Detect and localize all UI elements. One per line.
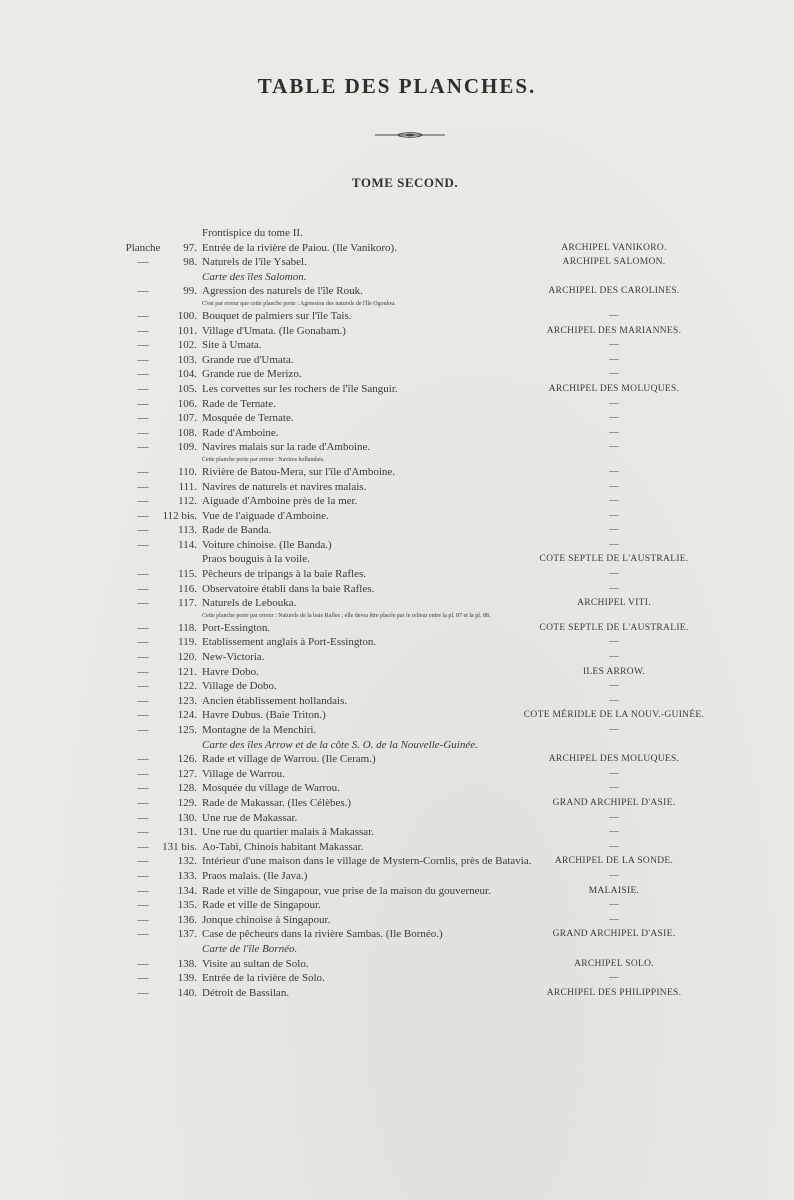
plate-prefix: — (137, 480, 149, 493)
plate-prefix: — (137, 928, 149, 941)
plate-prefix: — (137, 397, 149, 410)
region-label: — (609, 413, 619, 424)
plate-number: 110. (178, 465, 197, 478)
region-label: — (609, 427, 619, 438)
plate-title: Praos bouguis à la voile. (202, 553, 310, 566)
plate-number: 100. (177, 309, 197, 322)
plate-prefix: — (137, 465, 149, 478)
region-label: GRAND ARCHIPEL D'ASIE. (552, 797, 676, 808)
region-label: — (609, 525, 619, 536)
region-label: ARCHIPEL DES CAROLINES. (548, 286, 680, 297)
plate-number: 131. (177, 826, 197, 839)
plate-prefix: — (137, 972, 149, 985)
plate-prefix: — (137, 621, 149, 634)
plate-title: Rade d'Amboine. (202, 426, 279, 439)
region-label: ARCHIPEL DE LA SONDE. (554, 856, 674, 867)
list-item (0, 840, 794, 855)
plate-prefix: — (137, 869, 149, 882)
list-item (0, 494, 794, 509)
plate-number: 140. (177, 986, 197, 999)
plate-title: Les corvettes sur les rochers de l'île Sanguir. (202, 382, 398, 395)
plate-number: 112. (178, 495, 197, 508)
plate-title: Village de Dobo. (202, 680, 277, 693)
region-label: — (609, 725, 619, 735)
plate-prefix: — (137, 767, 149, 780)
plate-title: Agression des naturels de l'île Rouk. (202, 285, 363, 298)
region-label: — (609, 812, 619, 823)
plate-number: 117. (178, 597, 197, 610)
plate-prefix: — (137, 324, 149, 337)
plate-title: Pêcheurs de tripangs à la baie Rafles. (202, 568, 367, 581)
plate-prefix: — (137, 568, 149, 581)
plate-number: 104. (177, 368, 197, 381)
plate-number: 108. (177, 426, 197, 439)
plate-number: 121. (177, 665, 197, 678)
list-item (0, 582, 794, 597)
region-label: COTE MÉRIDLE DE LA NOUV.-GUINÉE. (523, 710, 705, 721)
plate-number: 105. (177, 382, 197, 395)
region-label: — (609, 637, 619, 648)
plate-prefix: — (137, 636, 149, 649)
list-item (0, 567, 794, 582)
plate-title: Navires de naturels et navires malais. (202, 480, 367, 493)
region-label: COTE SEPTLE DE L'AUSTRALIE. (539, 554, 689, 565)
plate-title: C'est par erreur que cette planche porte : Agression des naturels de l'île Ogoulou. (202, 300, 396, 307)
region-label: — (609, 681, 619, 692)
plate-prefix: — (137, 538, 149, 551)
plate-prefix: — (137, 309, 149, 322)
plates-list (0, 226, 794, 1000)
plate-title: Vue de l'aiguade d'Amboine. (202, 509, 329, 522)
plate-number: 122. (177, 680, 197, 693)
region-label: — (609, 583, 619, 594)
plate-prefix: — (137, 826, 149, 839)
list-item (0, 898, 794, 913)
list-item (0, 480, 794, 495)
region-label: — (609, 354, 619, 365)
plate-prefix: — (137, 796, 149, 809)
plate-number: 132. (177, 855, 197, 868)
erratum-note (0, 455, 794, 465)
plate-title: Aiguade d'Amboine près de la mer. (202, 495, 358, 508)
plate-number: 124. (177, 709, 197, 722)
plate-title: Navires malais sur la rade d'Amboine. (202, 441, 371, 454)
list-item (0, 621, 794, 636)
list-item (0, 426, 794, 441)
plate-prefix: — (137, 782, 149, 795)
plate-title: Havre Dobo. (202, 665, 259, 678)
plate-number: 109. (177, 441, 197, 454)
region-label: ARCHIPEL SALOMON. (562, 257, 666, 268)
plate-title: Site à Umata. (202, 339, 262, 352)
list-item (0, 226, 794, 241)
list-item (0, 927, 794, 942)
list-item (0, 679, 794, 694)
plate-title: Naturels de l'île Ysabel. (202, 256, 307, 269)
plate-number: 112 bis. (162, 509, 197, 522)
plate-prefix: — (137, 651, 149, 664)
list-item (0, 811, 794, 826)
list-item (0, 309, 794, 324)
list-item (0, 596, 794, 611)
map-caption: Carte de l'île Bornéo. (202, 942, 298, 955)
plate-number: 137. (177, 928, 197, 941)
region-label: — (609, 841, 619, 852)
plate-prefix: — (137, 582, 149, 595)
region-label: — (609, 652, 619, 663)
list-item (0, 752, 794, 767)
list-item (0, 338, 794, 353)
map-caption: Carte des îles Salomon. (202, 270, 307, 283)
plate-number: 115. (178, 568, 197, 581)
plate-title: Une rue du quartier malais à Makassar. (202, 826, 374, 839)
list-item (0, 650, 794, 665)
plate-prefix: — (137, 524, 149, 537)
plate-number: 128. (177, 782, 197, 795)
list-item (0, 411, 794, 426)
plate-title: Village d'Umata. (Ile Gonaham.) (202, 324, 346, 337)
erratum-note (0, 611, 794, 621)
region-label: — (609, 481, 619, 492)
plate-prefix: — (137, 709, 149, 722)
list-item (0, 353, 794, 368)
plate-title: Mosquée du village de Warrou. (202, 782, 340, 795)
plate-number: 129. (177, 796, 197, 809)
plate-title: Naturels de Lebouka. (202, 597, 297, 610)
plate-number: 120. (177, 651, 197, 664)
plate-number: 97. (183, 241, 197, 254)
plate-title: Cette planche porte par erreur : Navires hollandais. (202, 456, 325, 463)
region-label: COTE SEPTLE DE L'AUSTRALIE. (539, 622, 689, 633)
list-item (0, 884, 794, 899)
plate-title: Havre Dubus. (Baie Triton.) (202, 709, 326, 722)
plate-title: Observatoire établi dans la baie Rafles. (202, 582, 375, 595)
plate-prefix: — (137, 353, 149, 366)
plate-title: Jonque chinoise à Singapour. (202, 913, 331, 926)
plate-number: 106. (177, 397, 197, 410)
plate-number: 123. (177, 694, 197, 707)
list-item (0, 708, 794, 723)
region-label: — (609, 569, 619, 580)
plate-title: Rade et village de Warrou. (Ile Ceram.) (202, 753, 376, 766)
list-item (0, 665, 794, 680)
plate-title: Rade et ville de Singapour. (202, 899, 321, 912)
plate-number: 136. (177, 913, 197, 926)
plate-number: 116. (178, 582, 197, 595)
list-item (0, 324, 794, 339)
plate-title: Rivière de Batou-Mera, sur l'île d'Amboine. (202, 465, 396, 478)
region-label: — (609, 496, 619, 507)
plate-title: Ao-Tabi, Chinois habitant Makassar. (202, 840, 364, 853)
list-item (0, 635, 794, 650)
list-item (0, 397, 794, 412)
list-item (0, 367, 794, 382)
plate-number: 138. (177, 957, 197, 970)
region-label: ILES ARROW. (582, 666, 646, 677)
plate-title: Etablissement anglais à Port-Essington. (202, 636, 377, 649)
region-label: — (609, 398, 619, 409)
region-label: MALAISIE. (588, 885, 640, 896)
plate-number: 126. (177, 753, 197, 766)
plate-title: Une rue de Makassar. (202, 811, 298, 824)
plate-number: 139. (177, 972, 197, 985)
list-item (0, 538, 794, 553)
plate-number: 118. (178, 621, 197, 634)
region-label: — (609, 369, 619, 380)
list-item (0, 284, 794, 299)
plate-prefix: — (137, 441, 149, 454)
page-title: TABLE DES PLANCHES. (257, 74, 537, 98)
plate-number: 101. (177, 324, 197, 337)
list-item (0, 957, 794, 972)
plate-number: 125. (177, 724, 197, 736)
plate-title: Grande rue de Merizo. (202, 368, 302, 381)
plate-number: 114. (178, 538, 197, 551)
region-label: — (609, 768, 619, 779)
list-item (0, 738, 794, 753)
plate-prefix: — (137, 665, 149, 678)
region-label: ARCHIPEL SOLO. (574, 958, 654, 969)
plate-number: 111. (178, 480, 197, 493)
plate-prefix: — (137, 913, 149, 926)
list-item (0, 825, 794, 840)
plate-prefix: — (137, 495, 149, 508)
plate-number: 99. (183, 285, 197, 298)
region-label: — (609, 466, 619, 477)
plate-prefix: — (137, 426, 149, 439)
plate-prefix: — (137, 899, 149, 912)
region-label: — (609, 442, 619, 453)
region-label: — (609, 510, 619, 521)
plate-number: 134. (177, 884, 197, 897)
region-label: ARCHIPEL VITI. (577, 598, 651, 609)
plate-prefix: — (137, 285, 149, 298)
plate-title: Rade de Makassar. (Iles Célèbes.) (202, 796, 352, 809)
plate-number: 103. (177, 353, 197, 366)
plate-title: Cette planche porte par erreur : Naturels de la baie Rafles ; elle devra être placée par le relieur entre la pl. 87 et la pl. 88. (202, 612, 491, 619)
plate-prefix: — (137, 811, 149, 824)
region-label: — (609, 870, 619, 881)
list-item (0, 440, 794, 455)
list-item (0, 382, 794, 397)
plate-number: 98. (183, 256, 197, 269)
plate-prefix: — (137, 724, 149, 736)
plate-title: Port-Essington. (202, 621, 271, 634)
region-label: ARCHIPEL DES PHILIPPINES. (546, 987, 682, 998)
plate-prefix: — (137, 597, 149, 610)
plate-title: Rade de Banda. (202, 524, 272, 537)
list-item (0, 255, 794, 270)
plate-number: 131 bis. (162, 840, 197, 853)
region-label: — (609, 973, 619, 984)
plate-title: Montagne de la Menchiri. (202, 724, 317, 736)
plate-prefix: — (137, 509, 149, 522)
plate-title: Visite au sultan de Solo. (202, 957, 309, 970)
region-label: — (609, 310, 619, 321)
plate-number: 102. (177, 339, 197, 352)
region-label: — (609, 695, 619, 706)
plate-prefix: — (137, 680, 149, 693)
plate-title: Détroit de Bassilan. (202, 986, 290, 999)
plate-number: 130. (177, 811, 197, 824)
list-item (0, 523, 794, 538)
plate-prefix: — (137, 256, 149, 269)
plate-prefix: — (137, 382, 149, 395)
plate-title: Case de pêcheurs dans la rivière Sambas. (Ile Bornéo.) (202, 928, 443, 941)
plate-title: Bouquet de palmiers sur l'île Tais. (202, 309, 352, 322)
plate-prefix: — (137, 753, 149, 766)
ornament-divider-icon (375, 130, 445, 140)
plate-prefix: — (137, 339, 149, 352)
list-item (0, 270, 794, 285)
plate-title: Voiture chinoise. (Ile Banda.) (202, 538, 332, 551)
plate-number: 127. (177, 767, 197, 780)
list-item (0, 509, 794, 524)
plate-title: Rade de Ternate. (202, 397, 276, 410)
region-label: ARCHIPEL DES MARIANNES. (546, 325, 682, 336)
plate-prefix: — (137, 368, 149, 381)
plate-title: New-Victoria. (202, 651, 265, 664)
list-item (0, 796, 794, 811)
region-label: ARCHIPEL VANIKORO. (561, 242, 667, 253)
plate-prefix: — (137, 957, 149, 970)
region-label: — (609, 539, 619, 550)
map-caption: Carte des îles Arrow et de la côte S. O. de la Nouvelle-Guinée. (202, 738, 478, 751)
plate-prefix: — (137, 884, 149, 897)
list-item (0, 781, 794, 796)
plate-title: Mosquée de Ternate. (202, 412, 294, 425)
region-label: — (609, 340, 619, 351)
plate-title: Praos malais. (Ile Java.) (202, 869, 308, 882)
region-label: — (609, 783, 619, 794)
region-label: ARCHIPEL DES MOLUQUES. (548, 383, 680, 394)
list-item (0, 767, 794, 782)
plate-title: Village de Warrou. (202, 767, 285, 780)
list-item (0, 971, 794, 986)
plate-prefix: — (137, 986, 149, 999)
plate-number: 135. (177, 899, 197, 912)
plate-number: 113. (178, 524, 197, 537)
plate-title: Entrée de la rivière de Solo. (202, 972, 325, 985)
region-label: — (609, 827, 619, 838)
plate-title: Ancien établissement hollandais. (202, 694, 348, 707)
list-item (0, 465, 794, 480)
plate-title: Frontispice du tome II. (202, 227, 303, 239)
plate-number: 107. (177, 412, 197, 425)
region-label: GRAND ARCHIPEL D'ASIE. (552, 929, 676, 940)
list-item (0, 694, 794, 709)
plate-prefix: — (137, 412, 149, 425)
plate-number: 119. (178, 636, 197, 649)
plate-title: Rade et ville de Singapour, vue prise de la maison du gouverneur. (202, 884, 491, 897)
plate-prefix: Planche (125, 241, 161, 254)
region-label: ARCHIPEL DES MOLUQUES. (548, 754, 680, 765)
plate-title: Entrée de la rivière de Paiou. (Ile Vanikoro). (202, 241, 397, 254)
list-item (0, 942, 794, 957)
erratum-note (0, 299, 794, 309)
list-item (0, 986, 794, 1001)
plate-prefix: — (137, 855, 149, 868)
plate-prefix: — (137, 694, 149, 707)
section-subtitle: TOME SECOND. (351, 175, 459, 190)
region-label: — (609, 914, 619, 925)
list-item (0, 723, 794, 738)
plate-title: Grande rue d'Umata. (202, 353, 294, 366)
list-item (0, 913, 794, 928)
plate-title: Intérieur d'une maison dans le village de Mystern-Cornlis, près de Batavia. (202, 855, 532, 868)
list-item (0, 869, 794, 884)
list-item (0, 241, 794, 256)
plate-number: 133. (177, 869, 197, 882)
plate-prefix: — (137, 840, 149, 853)
region-label: — (609, 900, 619, 911)
list-item (0, 552, 794, 567)
list-item (0, 854, 794, 869)
